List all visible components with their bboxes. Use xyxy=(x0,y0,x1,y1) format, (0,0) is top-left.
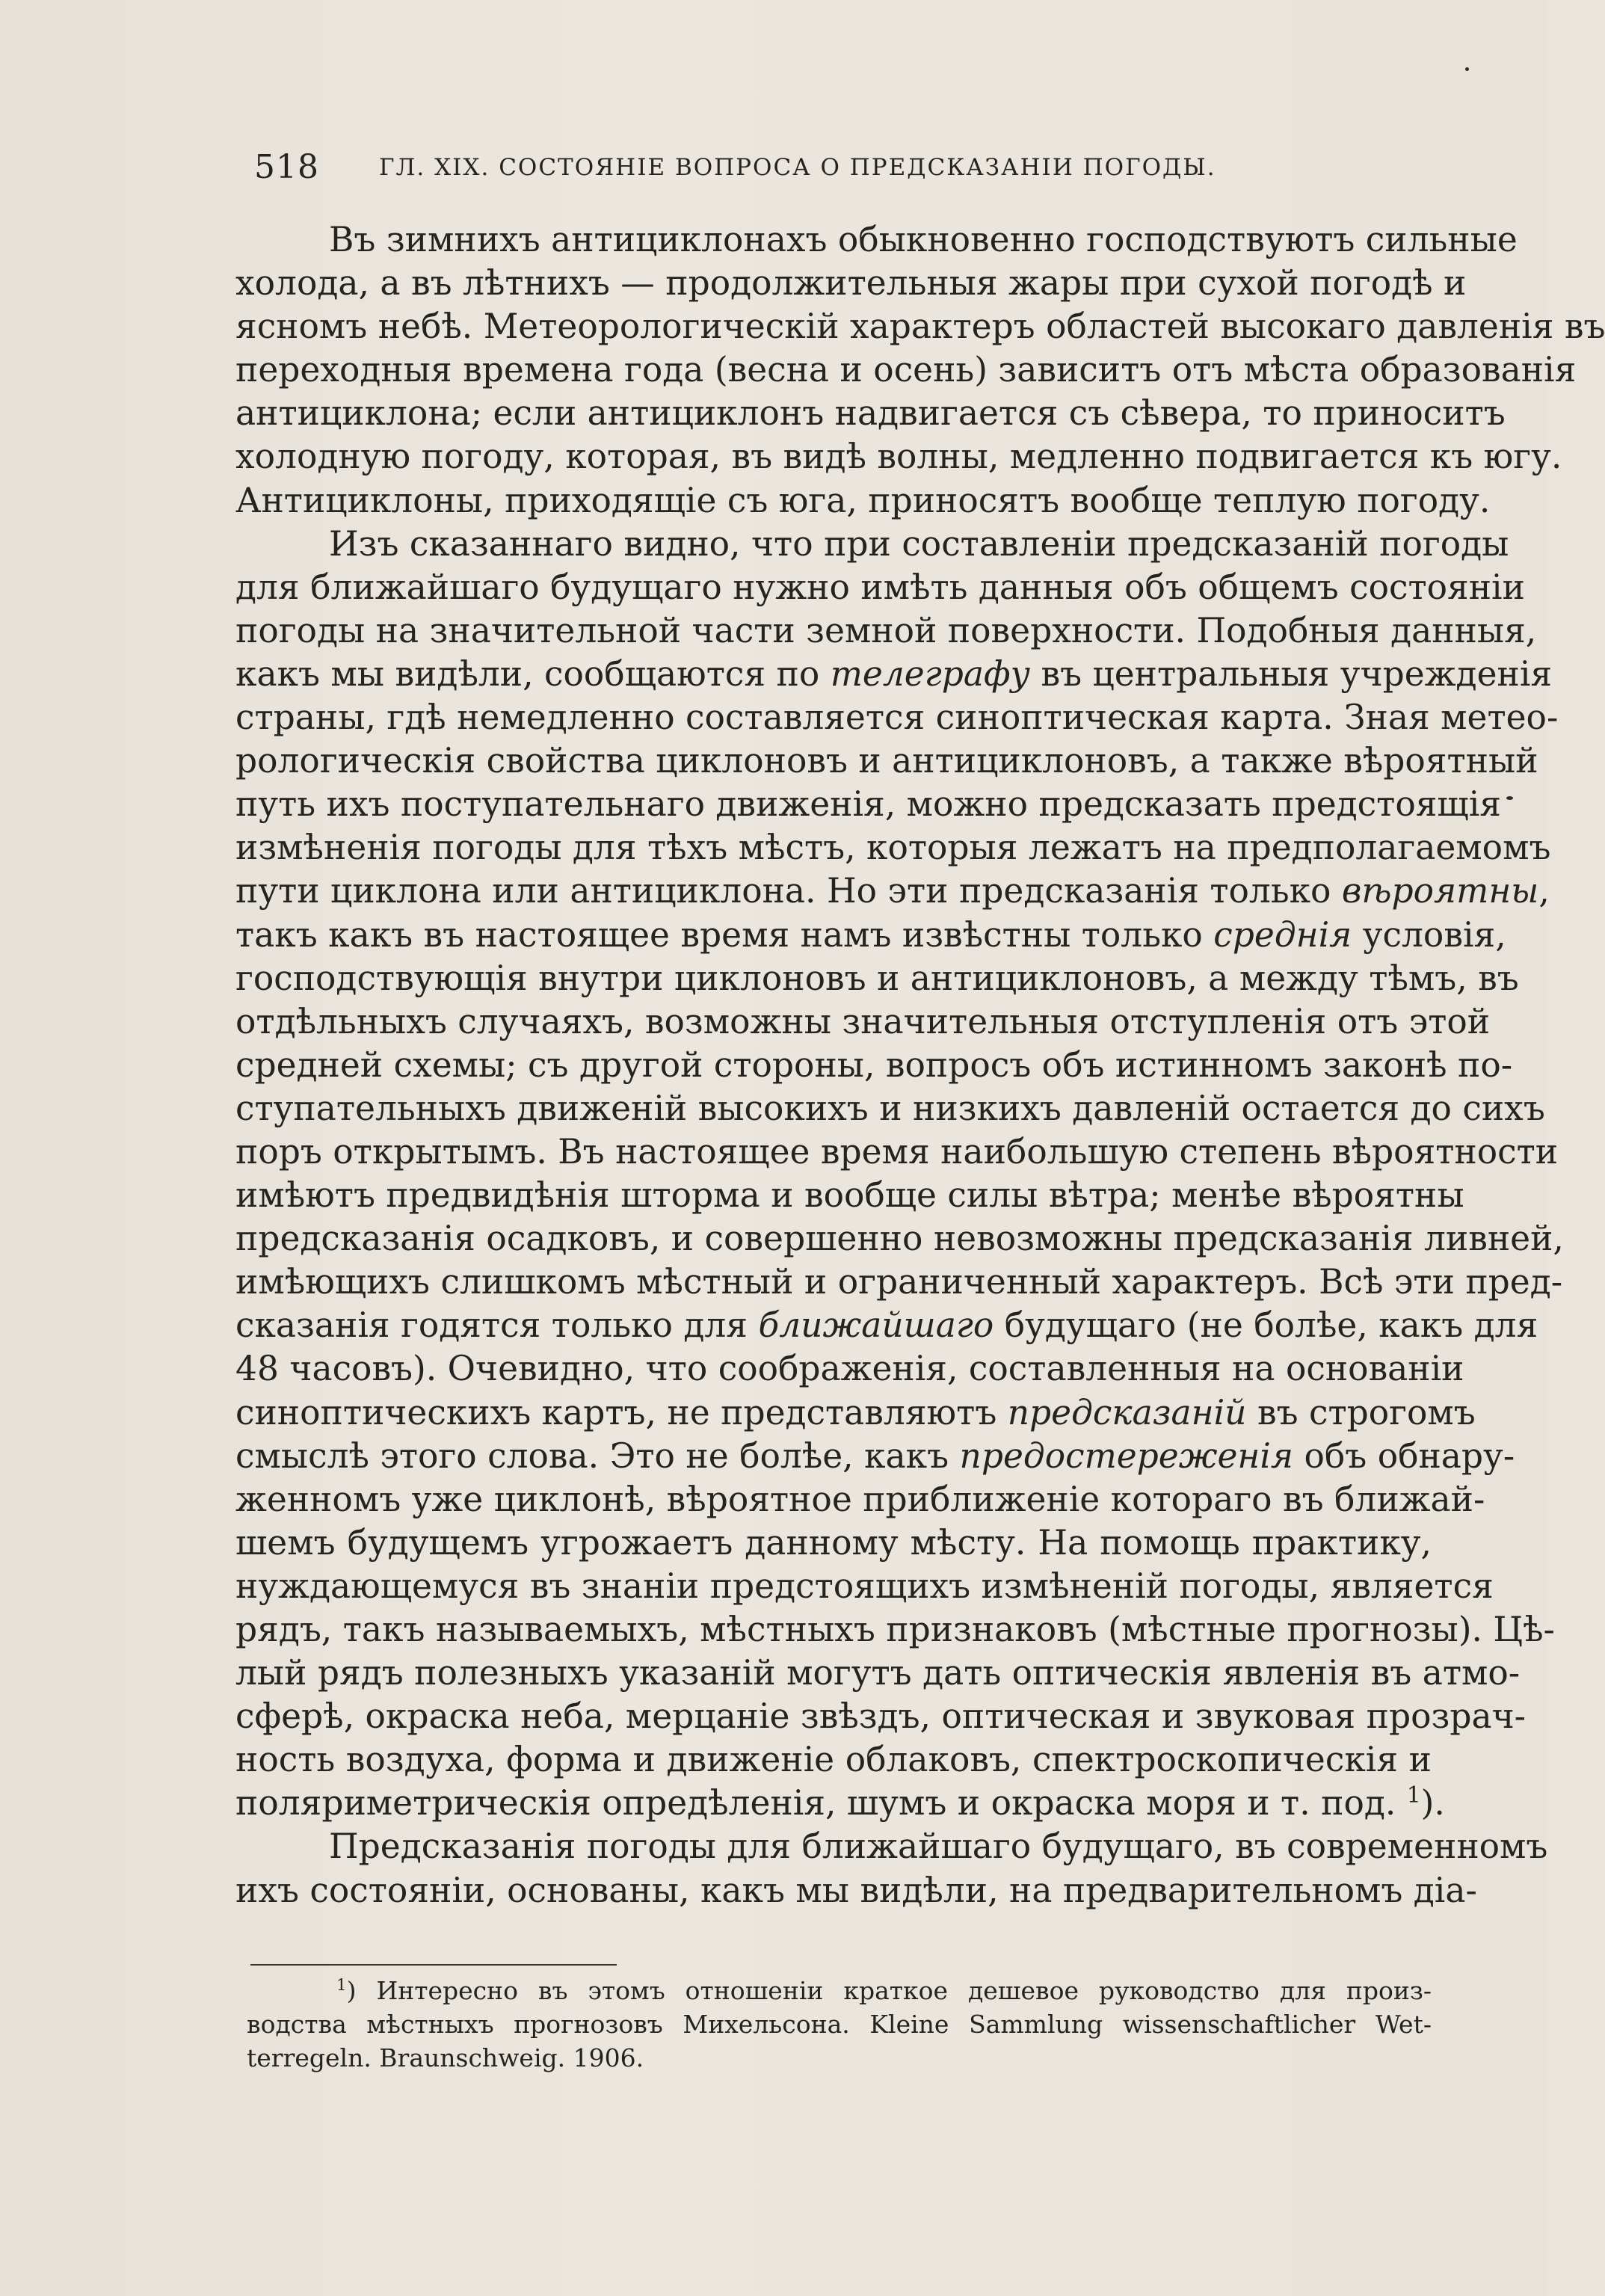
italic-term: предсказаній xyxy=(1007,1392,1247,1432)
text-line: холода, а въ лѣтнихъ — продолжительныя жары при сухой погодѣ и xyxy=(235,263,1467,304)
text-line: поляриметрическія опредѣленія, шумъ и окраска моря и т. под. $^1$). xyxy=(235,1782,1445,1823)
footnote-line: terregeln. Braunschweig. 1906. xyxy=(247,2043,644,2072)
paragraph xyxy=(235,1825,1548,1912)
text-line: какъ мы видѣли, сообщаются по телеграфу въ центральныя учрежденія xyxy=(235,653,1553,694)
text-line: путь ихъ поступательнаго движенія, можно предсказать предстоящія xyxy=(235,784,1501,825)
text-line: сферѣ, окраска неба, мерцаніе звѣздъ, оптическая и звуковая прозрач- xyxy=(235,1696,1527,1737)
text-line: имѣютъ предвидѣнія шторма и вообще силы вѣтра; менѣе вѣроятны xyxy=(235,1175,1464,1216)
text-line: рядъ, такъ называемыхъ, мѣстныхъ признаковъ (мѣстные прогнозы). Цѣ- xyxy=(235,1610,1555,1649)
italic-term: предостереженія xyxy=(959,1435,1294,1476)
page-number: 518 xyxy=(254,148,319,186)
scan-speck xyxy=(1506,796,1513,800)
text-line: лый рядъ полезныхъ указаній могутъ дать оптическія явленія въ атмо- xyxy=(235,1653,1521,1693)
text-line: Предсказанія погоды для ближайшаго будущаго, въ современномъ xyxy=(329,1826,1548,1867)
text-line: 48 часовъ). Очевидно, что соображенія, составленныя на основаніи xyxy=(235,1349,1464,1389)
italic-term: ближайшаго xyxy=(758,1305,994,1346)
paragraph xyxy=(235,523,1564,1826)
text-line: переходныя времена года (весна и осень) зависитъ отъ мѣста образованія xyxy=(235,350,1577,390)
footnote-marker: 1 xyxy=(336,1976,347,1995)
footnote-divider xyxy=(250,1964,617,1966)
text-line: господствующія внутри циклоновъ и антициклоновъ, а между тѣмъ, въ xyxy=(235,958,1519,998)
text-line: смыслѣ этого слова. Это не болѣе, какъ предостереженія объ обнару- xyxy=(235,1435,1515,1476)
text-line: женномъ уже циклонѣ, вѣроятное приближеніе котораго въ ближай- xyxy=(235,1479,1485,1519)
text-line: ступательныхъ движеній высокихъ и низкихъ давленій остается до сихъ xyxy=(235,1088,1545,1128)
text-line: Изъ сказаннаго видно, что при составленіи предсказаній погоды xyxy=(329,523,1509,564)
text-line: средней схемы; съ другой стороны, вопросъ объ истинномъ законѣ по- xyxy=(235,1044,1513,1085)
italic-term: вѣроятны xyxy=(1341,871,1539,911)
text-line: шемъ будущемъ угрожаетъ данному мѣсту. На помощь практику, xyxy=(235,1522,1432,1563)
text-line: такъ какъ въ настоящее время намъ извѣстны только среднія условія, xyxy=(235,914,1506,955)
text-line: ясномъ небѣ. Метеорологическій характеръ областей высокаго давленія въ xyxy=(235,307,1605,347)
page-header xyxy=(254,148,1450,193)
text-line: ихъ состояніи, основаны, какъ мы видѣли, на предварительномъ діа- xyxy=(235,1870,1477,1910)
text-line: Антициклоны, приходящіе съ юга, приносятъ вообще теплую погоду. xyxy=(235,480,1491,520)
text-line: поръ открытымъ. Въ настоящее время наибольшую степень вѣроятности xyxy=(235,1131,1559,1172)
text-line: сказанія годятся только для ближайшаго будущаго (не болѣе, какъ для xyxy=(235,1305,1538,1346)
text-line: отдѣльныхъ случаяхъ, возможны значительныя отступленія отъ этой xyxy=(235,1001,1491,1041)
text-line: холодную погоду, которая, въ видѣ волны, медленно подвигается къ югу. xyxy=(235,437,1562,477)
footnote xyxy=(247,1974,1432,2075)
text-line: измѣненія погоды для тѣхъ мѣстъ, которыя лежатъ на предполагаемомъ xyxy=(235,828,1551,868)
text-line: рологическія свойства циклоновъ и антициклоновъ, а также вѣроятный xyxy=(235,741,1538,781)
text-line: страны, гдѣ немедленно составляется синоптическая карта. Зная метео- xyxy=(235,698,1559,738)
text-line: для ближайшаго будущаго нужно имѣть данныя объ общемъ состояніи xyxy=(235,567,1525,607)
italic-term: телеграфу xyxy=(830,653,1030,694)
text-line: погоды на значительной части земной поверхности. Подобныя данныя, xyxy=(235,610,1537,650)
running-title: ГЛ. XIX. СОСТОЯНІЕ ВОПРОСА О ПРЕДСКАЗАНІИ ПОГОДЫ. xyxy=(379,154,1216,181)
text-line: антициклона; если антициклонъ надвигается съ сѣвера, то приноситъ xyxy=(235,393,1506,434)
scan-speck xyxy=(1465,67,1469,71)
footnote-reference[interactable]: 1 xyxy=(1406,1782,1421,1809)
text-line: ность воздуха, форма и движеніе облаковъ, спектроскопическія и xyxy=(235,1740,1432,1780)
text-line: предсказанія осадковъ, и совершенно невозможны предсказанія ливней, xyxy=(235,1219,1564,1259)
paragraph xyxy=(235,218,1605,523)
footnote-line: водства мѣстныхъ прогнозовъ Михельсона. Kleine Sammlung wissenschaftlicher Wet- xyxy=(247,2010,1432,2039)
text-line: пути циклона или антициклона. Но эти предсказанія только вѣроятны, xyxy=(235,871,1550,911)
footnote-line: $^1$) Интересно въ этомъ отношеніи краткое дешевое руководство для произ- xyxy=(336,1976,1432,2005)
text-line: Въ зимнихъ антициклонахъ обыкновенно господствуютъ сильные xyxy=(329,220,1518,259)
italic-term: среднія xyxy=(1213,914,1352,955)
body-text xyxy=(235,218,1605,1912)
text-line: синоптическихъ картъ, не представляютъ предсказаній въ строгомъ xyxy=(235,1392,1476,1432)
text-line: имѣющихъ слишкомъ мѣстный и ограниченный характеръ. Всѣ эти пред- xyxy=(235,1262,1563,1302)
text-line: нуждающемуся въ знаніи предстоящихъ измѣненій погоды, является xyxy=(235,1566,1494,1606)
